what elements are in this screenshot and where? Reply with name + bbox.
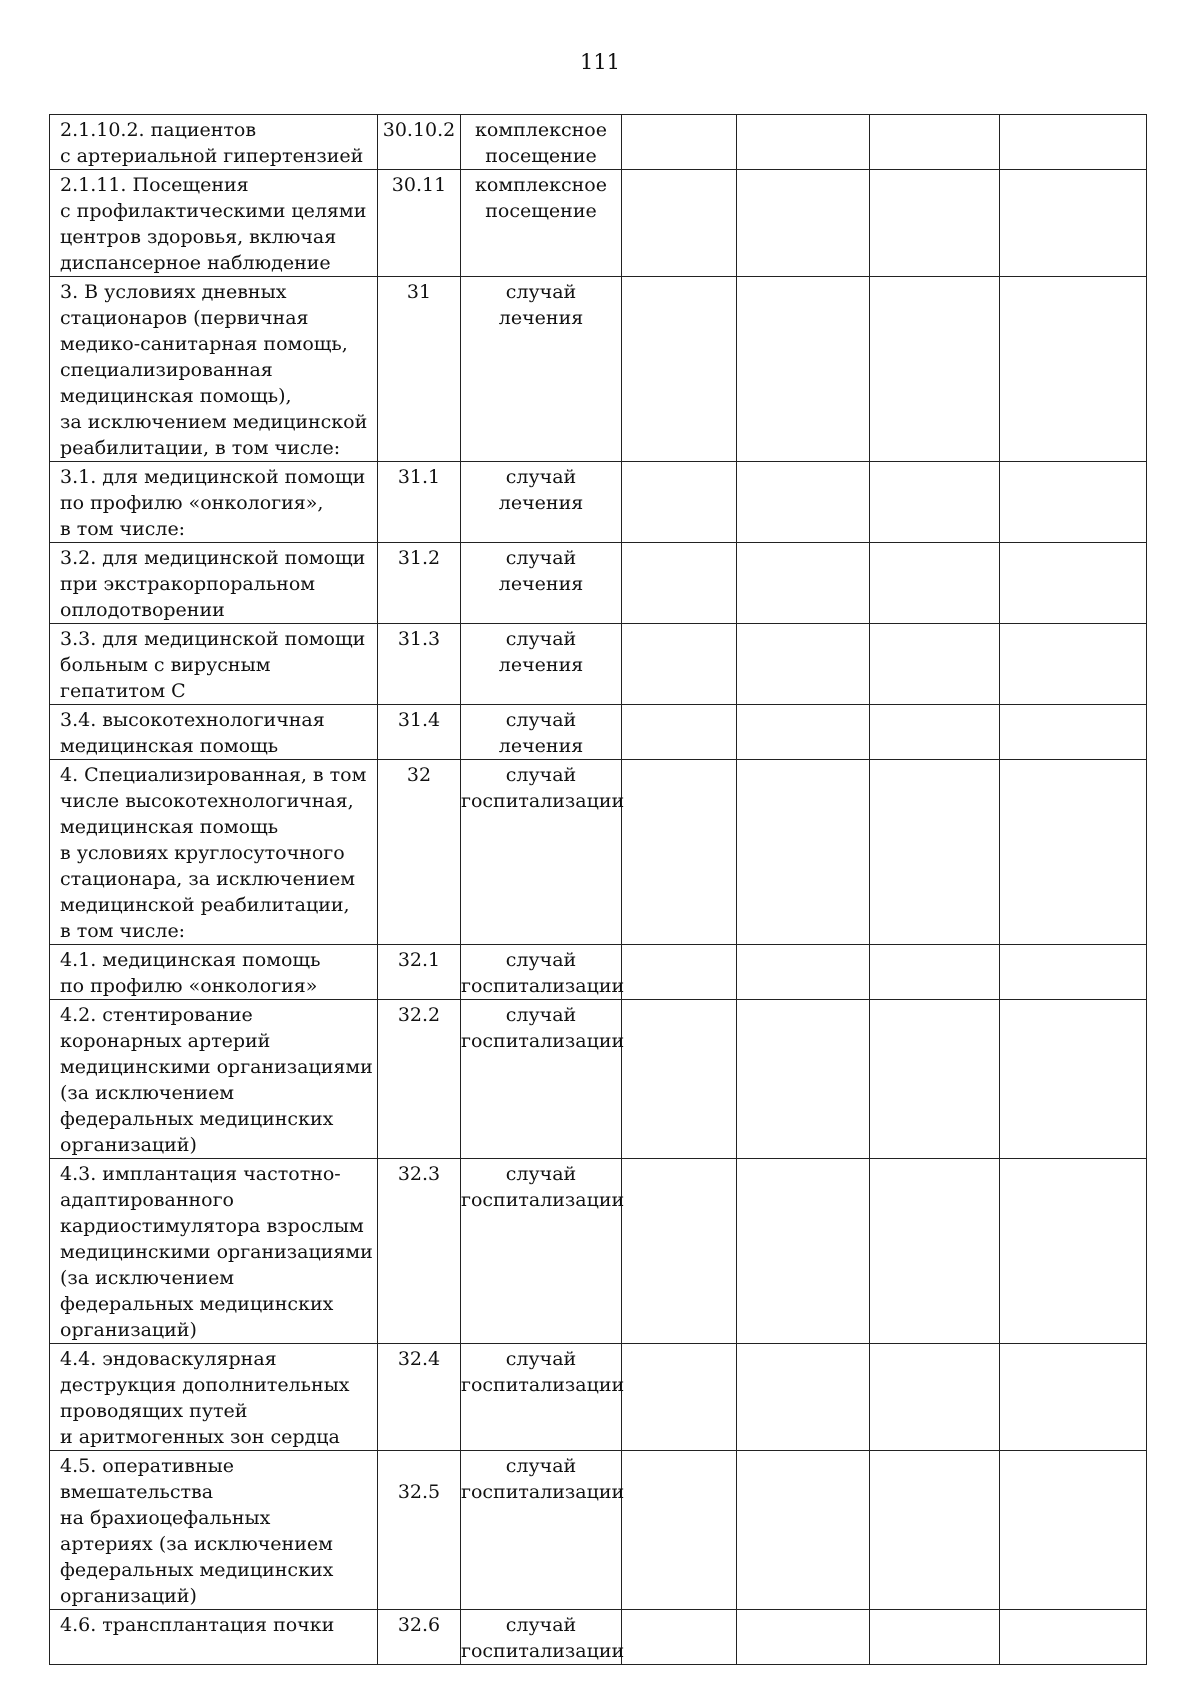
empty-value-cell bbox=[622, 1451, 737, 1610]
empty-value-cell bbox=[622, 462, 737, 543]
table-row bbox=[50, 277, 1147, 462]
data-table bbox=[49, 114, 1147, 1665]
table-row bbox=[50, 945, 1147, 1000]
empty-value-cell bbox=[870, 115, 1000, 170]
row-code-cell: 32.2 bbox=[378, 1000, 461, 1159]
empty-value-cell bbox=[870, 1000, 1000, 1159]
empty-value-cell bbox=[737, 462, 870, 543]
empty-value-cell bbox=[1000, 705, 1147, 760]
row-code-cell: 31 bbox=[378, 277, 461, 462]
empty-value-cell bbox=[622, 705, 737, 760]
row-code-cell: 32.3 bbox=[378, 1159, 461, 1344]
empty-value-cell bbox=[737, 1344, 870, 1451]
empty-value-cell bbox=[737, 1451, 870, 1610]
empty-value-cell bbox=[870, 1451, 1000, 1610]
empty-value-cell bbox=[1000, 624, 1147, 705]
empty-value-cell bbox=[870, 1159, 1000, 1344]
empty-value-cell bbox=[870, 624, 1000, 705]
row-unit-cell: случай госпитализации bbox=[461, 1451, 622, 1610]
page-number: 111 bbox=[579, 50, 621, 74]
empty-value-cell bbox=[622, 945, 737, 1000]
empty-value-cell bbox=[622, 277, 737, 462]
empty-value-cell bbox=[870, 1610, 1000, 1665]
row-unit-cell: случай лечения bbox=[461, 277, 622, 462]
empty-value-cell bbox=[622, 1000, 737, 1159]
empty-value-cell bbox=[1000, 1451, 1147, 1610]
row-unit-cell: случай лечения bbox=[461, 624, 622, 705]
empty-value-cell bbox=[870, 1344, 1000, 1451]
row-name-cell: 4.1. медицинская помощь по профилю «онкология» bbox=[50, 945, 378, 1000]
row-code-cell: 30.11 bbox=[378, 170, 461, 277]
table-row bbox=[50, 1159, 1147, 1344]
row-code-cell: 31.1 bbox=[378, 462, 461, 543]
empty-value-cell bbox=[737, 1159, 870, 1344]
row-code-cell: 31.2 bbox=[378, 543, 461, 624]
row-name-cell: 4. Специализированная, в том числе высокотехнологичная, медицинская помощь в условиях круглосуточного стационара, за исключением медицинской реабилитации, в том числе: bbox=[50, 760, 378, 945]
empty-value-cell bbox=[737, 170, 870, 277]
empty-value-cell bbox=[1000, 462, 1147, 543]
row-code-cell: 32.4 bbox=[378, 1344, 461, 1451]
empty-value-cell bbox=[1000, 1610, 1147, 1665]
empty-value-cell bbox=[1000, 1000, 1147, 1159]
row-name-cell: 3.3. для медицинской помощи больным с вирусным гепатитом С bbox=[50, 624, 378, 705]
empty-value-cell bbox=[1000, 115, 1147, 170]
row-unit-cell: комплексное посещение bbox=[461, 115, 622, 170]
row-code-cell: 30.10.2 bbox=[378, 115, 461, 170]
row-name-cell: 4.3. имплантация частотно- адаптированного кардиостимулятора взрослым медицинскими организациями (за исключением федеральных медицинских организаций) bbox=[50, 1159, 378, 1344]
empty-value-cell bbox=[622, 1610, 737, 1665]
row-name-cell: 4.4. эндоваскулярная деструкция дополнительных проводящих путей и аритмогенных зон сердца bbox=[50, 1344, 378, 1451]
row-code-cell: 32 bbox=[378, 760, 461, 945]
row-code-cell: 32.5 bbox=[378, 1451, 461, 1610]
empty-value-cell bbox=[870, 170, 1000, 277]
row-name-cell: 2.1.10.2. пациентов с артериальной гипертензией bbox=[50, 115, 378, 170]
empty-value-cell bbox=[737, 1000, 870, 1159]
table-row bbox=[50, 760, 1147, 945]
table-row bbox=[50, 1000, 1147, 1159]
empty-value-cell bbox=[737, 115, 870, 170]
empty-value-cell bbox=[622, 760, 737, 945]
row-unit-cell: случай лечения bbox=[461, 543, 622, 624]
empty-value-cell bbox=[870, 705, 1000, 760]
empty-value-cell bbox=[622, 170, 737, 277]
row-code-cell: 32.1 bbox=[378, 945, 461, 1000]
row-code-cell: 31.4 bbox=[378, 705, 461, 760]
row-unit-cell: случай госпитализации bbox=[461, 760, 622, 945]
empty-value-cell bbox=[622, 624, 737, 705]
empty-value-cell bbox=[1000, 543, 1147, 624]
row-name-cell: 4.2. стентирование коронарных артерий медицинскими организациями (за исключением федеральных медицинских организаций) bbox=[50, 1000, 378, 1159]
row-name-cell: 4.5. оперативные вмешательства на брахиоцефальных артериях (за исключением федеральных медицинских организаций) bbox=[50, 1451, 378, 1610]
empty-value-cell bbox=[1000, 1344, 1147, 1451]
row-unit-cell: случай лечения bbox=[461, 705, 622, 760]
empty-value-cell bbox=[1000, 1159, 1147, 1344]
empty-value-cell bbox=[622, 543, 737, 624]
table-row bbox=[50, 1451, 1147, 1610]
table-row bbox=[50, 170, 1147, 277]
empty-value-cell bbox=[870, 462, 1000, 543]
empty-value-cell bbox=[870, 945, 1000, 1000]
table-row bbox=[50, 115, 1147, 170]
row-unit-cell: случай лечения bbox=[461, 462, 622, 543]
table-row bbox=[50, 462, 1147, 543]
table-row bbox=[50, 1344, 1147, 1451]
row-name-cell: 3.2. для медицинской помощи при экстракорпоральном оплодотворении bbox=[50, 543, 378, 624]
empty-value-cell bbox=[1000, 170, 1147, 277]
row-unit-cell: случай госпитализации bbox=[461, 1000, 622, 1159]
row-unit-cell: случай госпитализации bbox=[461, 945, 622, 1000]
row-code-cell: 32.6 bbox=[378, 1610, 461, 1665]
empty-value-cell bbox=[870, 277, 1000, 462]
table-row bbox=[50, 1610, 1147, 1665]
row-unit-cell: случай госпитализации bbox=[461, 1610, 622, 1665]
table-row bbox=[50, 624, 1147, 705]
empty-value-cell bbox=[870, 543, 1000, 624]
empty-value-cell bbox=[737, 760, 870, 945]
row-name-cell: 3.1. для медицинской помощи по профилю «онкология», в том числе: bbox=[50, 462, 378, 543]
row-name-cell: 2.1.11. Посещения с профилактическими целями центров здоровья, включая диспансерное наблюдение bbox=[50, 170, 378, 277]
empty-value-cell bbox=[1000, 945, 1147, 1000]
empty-value-cell bbox=[737, 705, 870, 760]
empty-value-cell bbox=[622, 1344, 737, 1451]
empty-value-cell bbox=[870, 760, 1000, 945]
row-unit-cell: комплексное посещение bbox=[461, 170, 622, 277]
row-unit-cell: случай госпитализации bbox=[461, 1344, 622, 1451]
row-name-cell: 4.6. трансплантация почки bbox=[50, 1610, 378, 1665]
empty-value-cell bbox=[737, 1610, 870, 1665]
row-unit-cell: случай госпитализации bbox=[461, 1159, 622, 1344]
empty-value-cell bbox=[737, 277, 870, 462]
empty-value-cell bbox=[1000, 760, 1147, 945]
row-code-cell: 31.3 bbox=[378, 624, 461, 705]
row-name-cell: 3. В условиях дневных стационаров (первичная медико-санитарная помощь, специализированная медицинская помощь), за исключением медицинской реабилитации, в том числе: bbox=[50, 277, 378, 462]
table-row bbox=[50, 705, 1147, 760]
empty-value-cell bbox=[622, 115, 737, 170]
empty-value-cell bbox=[1000, 277, 1147, 462]
table-row bbox=[50, 543, 1147, 624]
empty-value-cell bbox=[737, 543, 870, 624]
empty-value-cell bbox=[737, 624, 870, 705]
empty-value-cell bbox=[737, 945, 870, 1000]
row-name-cell: 3.4. высокотехнологичная медицинская помощь bbox=[50, 705, 378, 760]
empty-value-cell bbox=[622, 1159, 737, 1344]
